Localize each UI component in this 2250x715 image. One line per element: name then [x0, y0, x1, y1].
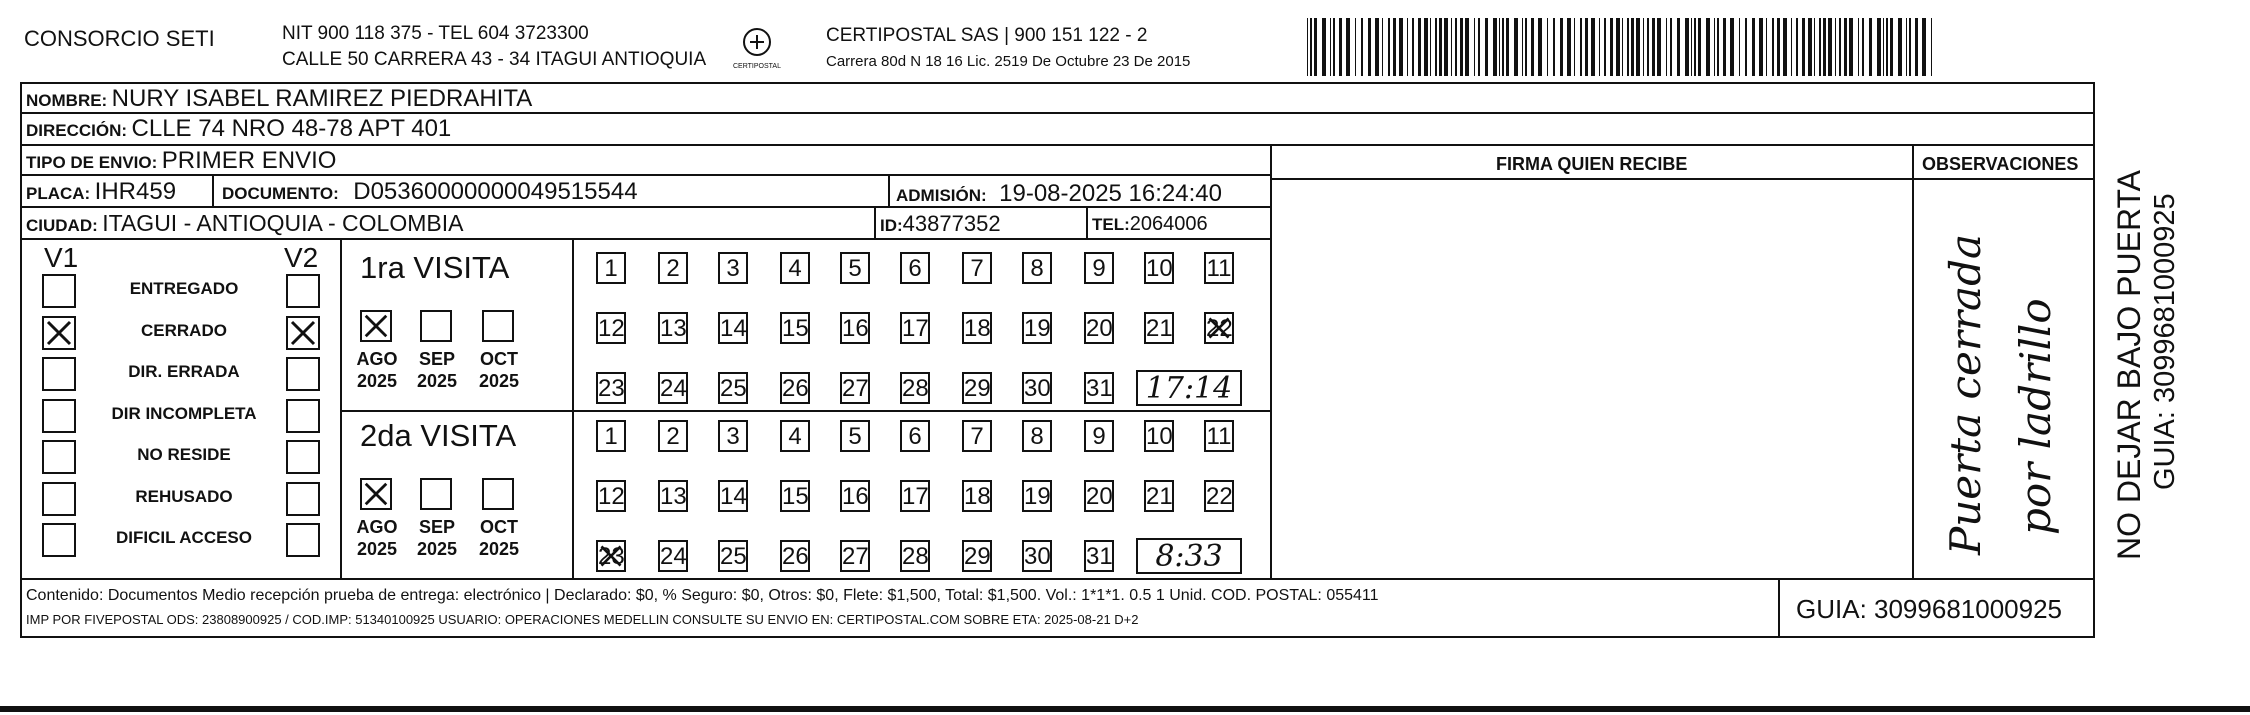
documento-value: D05360000000049515544 [353, 178, 638, 205]
day-cell[interactable]: 29 [962, 540, 992, 572]
month-year: 2025 [356, 539, 398, 559]
day-cell[interactable]: 21 [1144, 312, 1174, 344]
day-cell[interactable]: 16 [840, 312, 870, 344]
day-cell[interactable]: 31 [1084, 540, 1114, 572]
v1-checkbox[interactable] [42, 274, 76, 308]
svg-text:NO DEJAR BAJO PUERTA: NO DEJAR BAJO PUERTA [2111, 170, 2147, 560]
day-cell[interactable]: 20 [1084, 312, 1114, 344]
status-label: REHUSADO [135, 487, 233, 506]
day-cell[interactable]: 19 [1022, 312, 1052, 344]
day-cell[interactable]: 29 [962, 372, 992, 404]
day-cell[interactable]: 4 [780, 252, 810, 284]
v2-checkbox[interactable] [286, 357, 320, 391]
company-address: CALLE 50 CARRERA 43 - 34 ITAGUI ANTIOQUIA [282, 49, 707, 70]
day-cell[interactable]: 25 [718, 372, 748, 404]
month-year: 2025 [416, 371, 458, 391]
day-cell[interactable]: 30 [1022, 372, 1052, 404]
month-label: AGO [356, 349, 398, 369]
month-checkbox[interactable] [360, 478, 392, 510]
day-cell[interactable]: 30 [1022, 540, 1052, 572]
status-label: DIFICIL ACCESO [115, 528, 252, 547]
month-checkbox[interactable] [482, 478, 514, 510]
day-cell[interactable]: 11 [1204, 252, 1234, 284]
tipo-row: TIPO DE ENVIO: PRIMER ENVIO [26, 147, 337, 174]
day-cell[interactable]: 24 [658, 372, 688, 404]
day-cell[interactable]: 31 [1084, 372, 1114, 404]
day-cell[interactable]: 8 [1022, 252, 1052, 284]
footer-imp: IMP POR FIVEPOSTAL ODS: 23808900925 / COD.IMP: 51340100925 USUARIO: OPERACIONES MEDELLIN CONSULTE SU ENVIO EN: CERTIPOSTAL.COM SOBRE ETA: 2025-08-21 D+2 [26, 612, 1139, 627]
day-cell[interactable]: 19 [1022, 480, 1052, 512]
certipostal-logo-icon [732, 26, 782, 72]
day-cell[interactable]: 27 [840, 372, 870, 404]
svg-text:CERTIPOSTAL: CERTIPOSTAL [733, 63, 781, 70]
company-nit: NIT 900 118 375 - TEL 604 3723300 [282, 23, 589, 44]
month-year: 2025 [356, 371, 398, 391]
month-year: 2025 [416, 539, 458, 559]
footer-contenido: Contenido: Documentos Medio recepción prueba de entrega: electrónico | Declarado: $0, % Seguro: $0, Otros: $0, Flete: $1,500, Total: $1,500. Vol.: 1*1*1. 0.5 1 Unid. COD. POSTAL: 055411 [26, 587, 1379, 604]
svg-text:Puerta cerrada: Puerta cerrada [1941, 233, 1990, 555]
day-cell[interactable]: 23 [596, 372, 626, 404]
carrier-license: Carrera 80d N 18 16 Lic. 2519 De Octubre 23 De 2015 [826, 53, 1191, 70]
month-checkbox[interactable] [420, 478, 452, 510]
day-cell[interactable]: 9 [1084, 252, 1114, 284]
day-cell[interactable]: 17 [900, 312, 930, 344]
v1-checkbox[interactable] [42, 482, 76, 516]
day-cell[interactable]: 16 [840, 480, 870, 512]
day-cell[interactable]: 22 [1204, 480, 1234, 512]
day-cell[interactable]: 15 [780, 480, 810, 512]
day-cell[interactable]: 25 [718, 540, 748, 572]
v2-checkbox[interactable] [286, 274, 320, 308]
status-label: NO RESIDE [137, 445, 231, 464]
tel-value: 2064006 [1129, 213, 1208, 235]
first-visit-title: 1ra VISITA [360, 250, 510, 285]
day-cell[interactable]: 6 [900, 420, 930, 452]
month-label: OCT [480, 517, 518, 537]
month-year: 2025 [478, 539, 520, 559]
day-cell[interactable]: 12 [596, 480, 626, 512]
day-cell[interactable]: 10 [1144, 420, 1174, 452]
day-cell[interactable]: 18 [962, 480, 992, 512]
day-cell[interactable]: 13 [658, 480, 688, 512]
ciudad-cell: CIUDAD: ITAGUI - ANTIOQUIA - COLOMBIA [26, 210, 464, 236]
v1-checkbox[interactable] [42, 399, 76, 433]
day-cell[interactable]: 1 [596, 252, 626, 284]
firma-header: FIRMA QUIEN RECIBE [1496, 154, 1688, 174]
handwritten-note [1920, 220, 2090, 570]
barcode [1305, 18, 1940, 76]
day-cell[interactable]: 2 [658, 420, 688, 452]
tel-cell: TEL:2064006 [1092, 213, 1208, 235]
svg-text:por ladrillo: por ladrillo [2011, 298, 2060, 535]
day-cell[interactable]: 5 [840, 252, 870, 284]
v1-label: V1 [44, 242, 79, 273]
recipient-address: CLLE 74 NRO 48-78 APT 401 [131, 115, 452, 142]
recipient-name: NURY ISABEL RAMIREZ PIEDRAHITA [111, 85, 533, 112]
day-cell[interactable]: 22 [1204, 312, 1234, 344]
footer-guia: GUIA: 3099681000925 [1796, 594, 2062, 624]
day-cell[interactable]: 14 [718, 312, 748, 344]
day-cell[interactable]: 27 [840, 540, 870, 572]
month-label: AGO [356, 517, 398, 537]
v2-checkbox[interactable] [286, 316, 320, 350]
v2-checkbox[interactable] [286, 482, 320, 516]
day-cell[interactable]: 5 [840, 420, 870, 452]
month-checkbox[interactable] [360, 310, 392, 342]
status-label: CERRADO [141, 321, 227, 340]
day-cell[interactable]: 6 [900, 252, 930, 284]
day-cell[interactable]: 28 [900, 372, 930, 404]
day-cell[interactable]: 8 [1022, 420, 1052, 452]
direccion-row: DIRECCIÓN: CLLE 74 NRO 48-78 APT 401 [26, 115, 452, 142]
day-cell[interactable]: 7 [962, 252, 992, 284]
shipment-type: PRIMER ENVIO [161, 147, 337, 174]
day-cell[interactable]: 3 [718, 420, 748, 452]
v1-checkbox[interactable] [42, 440, 76, 474]
v2-checkbox[interactable] [286, 440, 320, 474]
company-name: CONSORCIO SETI [24, 26, 215, 51]
ciudad-value: ITAGUI - ANTIOQUIA - COLOMBIA [102, 210, 464, 236]
second-visit-title: 2da VISITA [360, 418, 517, 453]
month-year: 2025 [478, 371, 520, 391]
time-field[interactable]: 17:14 [1136, 370, 1242, 406]
carrier-name: CERTIPOSTAL SAS | 900 151 122 - 2 [826, 25, 1148, 46]
day-cell[interactable]: 23 [596, 540, 626, 572]
side-text [2100, 90, 2210, 590]
documento-cell: DOCUMENTO: D05360000000049515544 [222, 178, 638, 205]
day-cell[interactable]: 26 [780, 540, 810, 572]
id-value: 43877352 [902, 211, 1001, 236]
day-cell[interactable]: 17 [900, 480, 930, 512]
day-cell[interactable]: 1 [596, 420, 626, 452]
day-cell[interactable]: 7 [962, 420, 992, 452]
placa-value: IHR459 [94, 178, 177, 205]
v1-checkbox[interactable] [42, 357, 76, 391]
id-cell: ID:43877352 [880, 211, 1001, 236]
day-cell[interactable]: 14 [718, 480, 748, 512]
v2-checkbox[interactable] [286, 399, 320, 433]
v1-checkbox[interactable] [42, 316, 76, 350]
day-cell[interactable]: 20 [1084, 480, 1114, 512]
status-label: DIR. ERRADA [128, 362, 240, 381]
day-cell[interactable]: 10 [1144, 252, 1174, 284]
month-label: SEP [418, 349, 456, 369]
v1-checkbox[interactable] [42, 523, 76, 557]
status-label: ENTREGADO [129, 279, 239, 298]
day-cell[interactable]: 21 [1144, 480, 1174, 512]
day-cell[interactable]: 28 [900, 540, 930, 572]
day-cell[interactable]: 18 [962, 312, 992, 344]
admision-value: 19-08-2025 16:24:40 [999, 180, 1222, 207]
day-cell[interactable]: 9 [1084, 420, 1114, 452]
admision-cell: ADMISIÓN: 19-08-2025 16:24:40 [896, 180, 1222, 207]
time-field[interactable]: 8:33 [1136, 538, 1242, 574]
nombre-row: NOMBRE: NURY ISABEL RAMIREZ PIEDRAHITA [26, 85, 533, 112]
day-cell[interactable]: 4 [780, 420, 810, 452]
month-label: OCT [480, 349, 518, 369]
month-checkbox[interactable] [420, 310, 452, 342]
v2-label: V2 [284, 242, 319, 273]
observaciones-header: OBSERVACIONES [1922, 154, 2079, 174]
month-label: SEP [418, 517, 456, 537]
day-cell[interactable]: 26 [780, 372, 810, 404]
day-cell[interactable]: 2 [658, 252, 688, 284]
placa-cell: PLACA: IHR459 [26, 178, 177, 205]
day-cell[interactable]: 11 [1204, 420, 1234, 452]
month-checkbox[interactable] [482, 310, 514, 342]
day-cell[interactable]: 13 [658, 312, 688, 344]
day-cell[interactable]: 12 [596, 312, 626, 344]
day-cell[interactable]: 15 [780, 312, 810, 344]
v2-checkbox[interactable] [286, 523, 320, 557]
svg-text:GUIA: 3099681000925: GUIA: 3099681000925 [2149, 193, 2181, 490]
day-cell[interactable]: 3 [718, 252, 748, 284]
status-label: DIR INCOMPLETA [111, 404, 257, 423]
day-cell[interactable]: 24 [658, 540, 688, 572]
